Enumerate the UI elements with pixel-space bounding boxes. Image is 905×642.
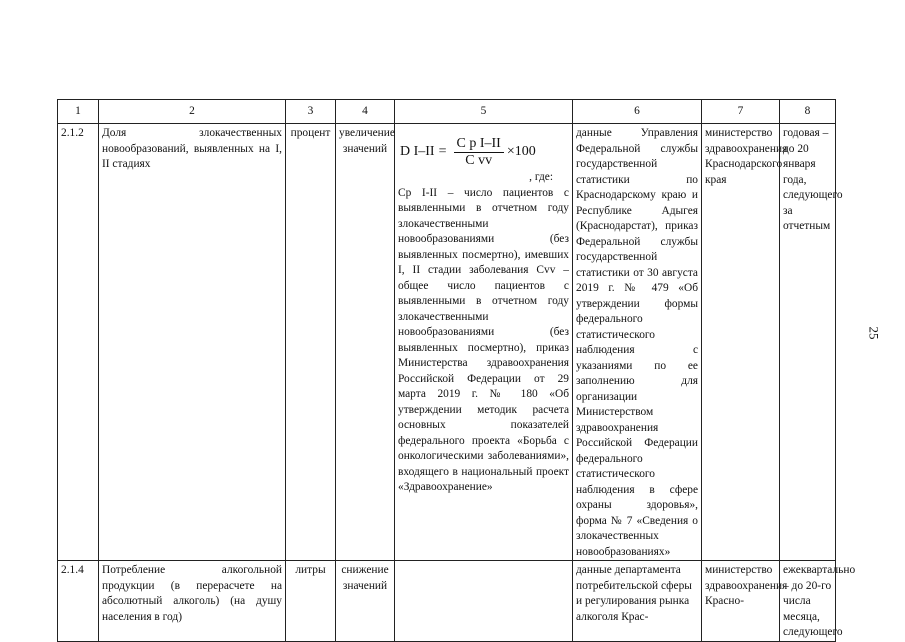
method-cell — [395, 124, 573, 561]
formula-eq: = — [438, 144, 447, 160]
table-row — [58, 124, 836, 561]
periodicity-cell: годовая – до 20 января года, следующего за отчетным — [780, 124, 836, 561]
row-number: 2.1.4 — [58, 561, 99, 642]
periodicity-cell: ежеквартально – до 20-го числа месяца, следующего — [780, 561, 836, 642]
table-row — [58, 561, 836, 642]
col-header-7: 7 — [702, 100, 780, 124]
row-number: 2.1.2 — [58, 124, 99, 561]
formula-lhs: D I–II — [400, 144, 435, 160]
col-header-2: 2 — [99, 100, 286, 124]
col-header-8: 8 — [780, 100, 836, 124]
method-cell — [395, 561, 573, 642]
formula-mult: ×100 — [506, 144, 536, 160]
trend-cell: снижение значений — [336, 561, 395, 642]
col-header-1: 1 — [58, 100, 99, 124]
method-text: Cр I-II – число пациентов с выявленными в отчетном году злокачественными новообразованиями (без выявленных посмертно), имевших I, II стадии заболевания Cvv – общее число пациентов с выявленными в отчетном году злокачественными новообразованиями (без выявленных посмертно), приказ Министерства здравоохранения Российской Федерации от 29 марта 2019 г. № 180 «Об утверждении методик расчета основных показателей федерального проекта «Борьба с онкологическими заболеваниями», входящего в национальный проект «Здравоохранение» — [398, 186, 569, 493]
unit-cell: литры — [286, 561, 336, 642]
formula — [400, 132, 569, 172]
formula-numerator: C р I–II — [454, 136, 504, 153]
page-number: 25 — [866, 326, 882, 340]
formula-denominator: C vv — [465, 152, 493, 168]
col-header-6: 6 — [573, 100, 702, 124]
trend-cell: увеличение значений — [336, 124, 395, 561]
col-header-5: 5 — [395, 100, 573, 124]
col-header-3: 3 — [286, 100, 336, 124]
responsible-cell: министерство здравоохранения Красно- — [702, 561, 780, 642]
formula-fraction — [454, 136, 504, 169]
responsible-cell: министерство здравоохранения Краснодарского края — [702, 124, 780, 561]
header-row — [58, 100, 836, 124]
indicator-name: Доля злокачественных новообразований, выявленных на I, II стадиях — [99, 124, 286, 561]
indicator-name: Потребление алкогольной продукции (в перерасчете на абсолютный алкоголь) (на душу населения в год) — [99, 561, 286, 642]
formula-suffix: , где: — [529, 171, 553, 183]
unit-cell: процент — [286, 124, 336, 561]
indicators-table — [57, 99, 856, 642]
col-header-4: 4 — [336, 100, 395, 124]
source-cell: данные департамента потребительской сферы и регулирования рынка алкоголя Крас- — [573, 561, 702, 642]
source-cell: данные Управления Федеральной службы государственной статистики по Краснодарскому краю и Республике Адыгея (Краснодарстат), приказ Федеральной службы государственной статистики от 30 августа 2019 г. № 479 «Об утверждении формы федерального статистического наблюдения с указаниями по ее заполнению для организации Министерством здравоохранения Российской Федерации федерального статистического наблюдения в сфере охраны здоровья», форма № 7 «Сведения о злокачественных новообразованиях» — [573, 124, 702, 561]
